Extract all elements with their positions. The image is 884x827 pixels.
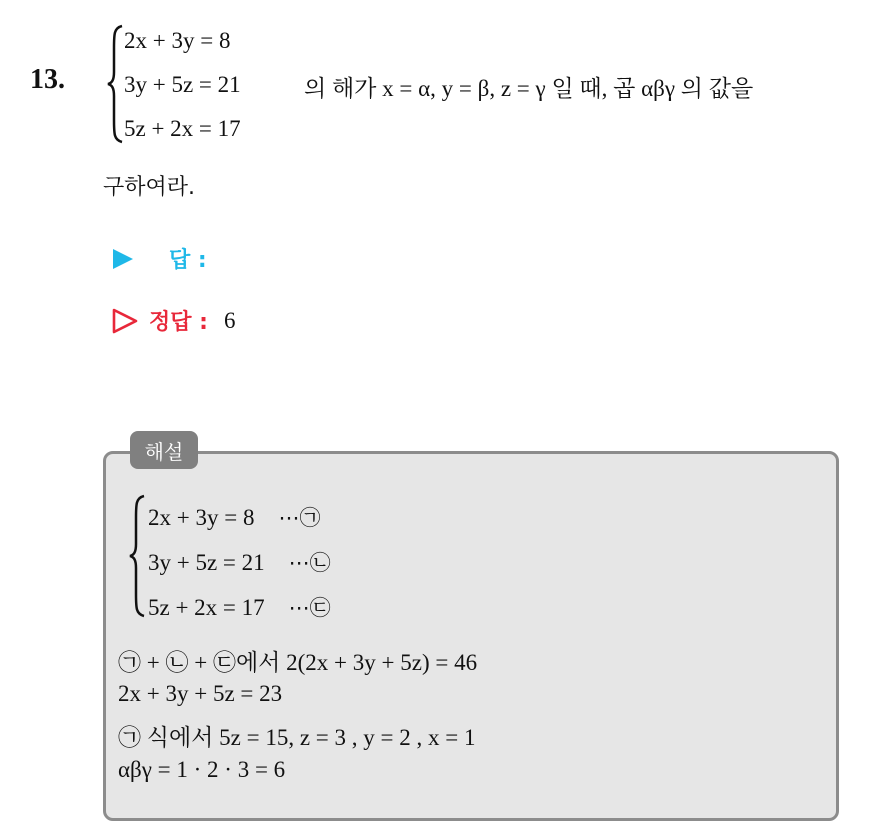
solution-line-3: ㉠ 식에서 5z = 15, z = 3 , y = 2 , x = 1	[118, 725, 476, 750]
solution-system-brace	[128, 494, 148, 618]
solution-equation-1: 2x + 3y = 8 ⋯㉠	[148, 505, 321, 530]
solution-line-2: 2x + 3y + 5z = 23	[118, 681, 283, 706]
correct-answer-value: 6	[223, 307, 236, 333]
outline-triangle-icon	[111, 307, 139, 335]
correct-answer-row	[111, 305, 235, 336]
problem-number: 13.	[30, 64, 65, 95]
solution-equation-3: 5z + 2x = 17 ⋯㉢	[148, 595, 331, 620]
play-triangle-icon	[111, 247, 135, 271]
system-equation-1: 2x + 3y = 8	[124, 28, 231, 53]
system-equation-3: 5z + 2x = 17	[124, 116, 241, 141]
problem-stem-part1: 의 해가 x = α, y = β, z = γ 일 때, 곱 αβγ 의 값을	[304, 76, 754, 101]
solution-equation-2: 3y + 5z = 21 ⋯㉡	[148, 550, 331, 575]
solution-line-1: ㉠ + ㉡ + ㉢에서 2(2x + 3y + 5z) = 46	[118, 650, 478, 675]
correct-answer-label: 정답 :	[149, 310, 208, 335]
solution-tag: 해설	[130, 431, 198, 469]
answer-row	[111, 243, 207, 274]
solution-line-4: αβγ = 1 · 2 · 3 = 6	[118, 757, 286, 782]
problem-stem-part2: 구하여라.	[103, 175, 196, 200]
system-brace	[106, 24, 126, 144]
system-equation-2: 3y + 5z = 21	[124, 72, 241, 97]
answer-label: 답 :	[169, 248, 207, 273]
